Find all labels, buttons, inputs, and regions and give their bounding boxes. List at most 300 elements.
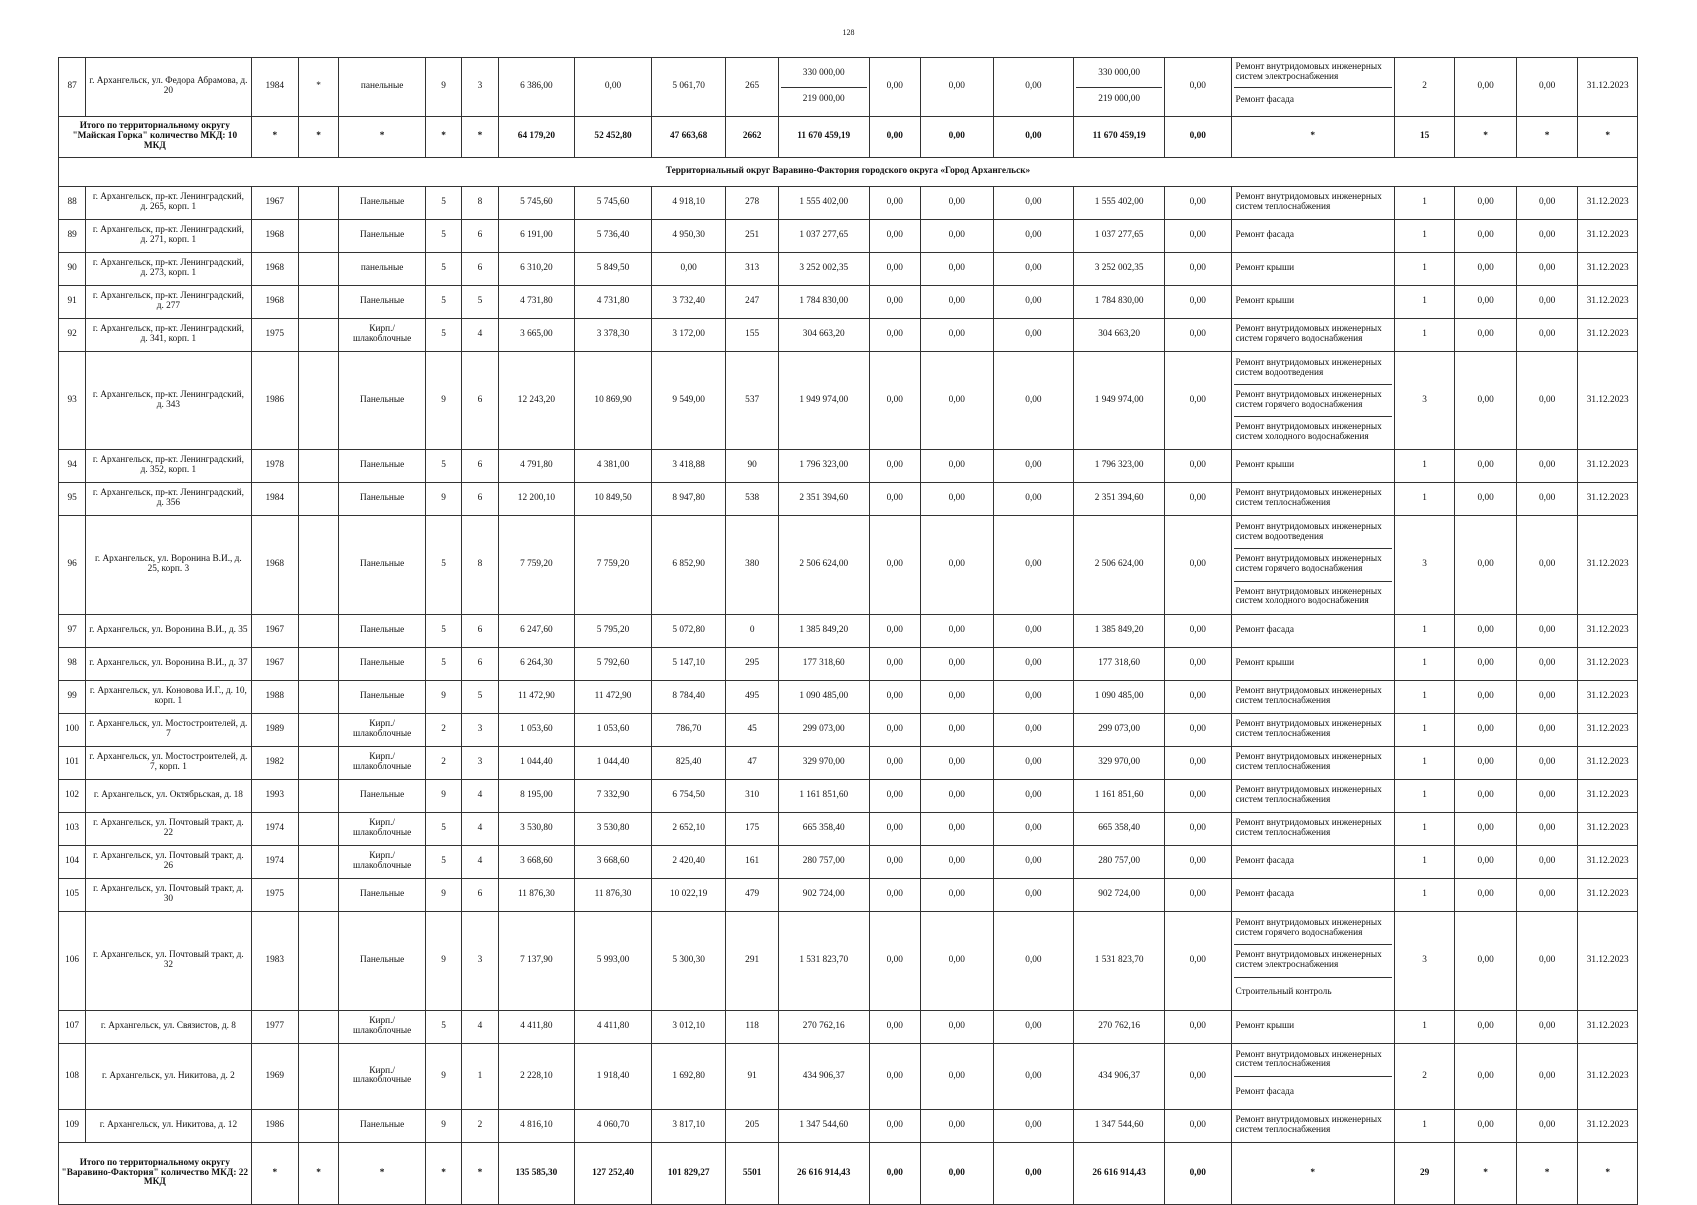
work-type-item: Ремонт крыши (1235, 263, 1295, 274)
cell-entrances: 6 (462, 647, 498, 680)
cell-c4 (298, 286, 338, 319)
table-row (59, 878, 1638, 911)
building-address: г. Архангельск, ул. Связистов, д. 8 (86, 1010, 251, 1043)
cell-owners-funds: 0,00 (1165, 1043, 1232, 1109)
cell-e1: 0,00 (1455, 713, 1517, 746)
building-address: г. Архангельск, ул. Почтовый тракт, д. 32 (86, 911, 251, 1010)
cell-c4 (298, 614, 338, 647)
cell-e2: 0,00 (1516, 220, 1578, 253)
cell-count: 1 (1394, 286, 1454, 319)
work-type-item: Ремонт внутридомовых инженерных систем теплоснабжения (1235, 1115, 1382, 1135)
cell-count: 1 (1394, 220, 1454, 253)
cell-f1: 0,00 (869, 516, 920, 615)
cell-e2: * (1516, 117, 1578, 158)
cell-material: Панельные (339, 680, 426, 713)
row-number: 91 (59, 286, 86, 319)
cell-c4 (298, 187, 338, 220)
cell-f3: 0,00 (993, 220, 1074, 253)
row-number: 94 (59, 450, 86, 483)
cell-material: Панельные (339, 516, 426, 615)
cell-area_b: 3 817,10 (651, 1109, 726, 1142)
cell-year: 1978 (251, 450, 298, 483)
building-address: г. Архангельск, ул. Мостостроителей, д. 7, корп. 1 (86, 746, 251, 779)
cell-material: Панельные (339, 187, 426, 220)
cell-area_b: 8 784,40 (651, 680, 726, 713)
cell-count: 15 (1394, 117, 1454, 158)
cell-c4 (298, 746, 338, 779)
cell-residents: 538 (726, 483, 778, 516)
cell-cost: 2 506 624,00 (778, 516, 869, 615)
cell-entrances: 5 (462, 680, 498, 713)
cell-e1: 0,00 (1455, 450, 1517, 483)
cell-entrances: 6 (462, 450, 498, 483)
cell-count: 1 (1394, 1010, 1454, 1043)
cell-count: 1 (1394, 647, 1454, 680)
cell-residents: 313 (726, 253, 778, 286)
work-types (1231, 352, 1394, 450)
cell-e2: 0,00 (1516, 614, 1578, 647)
cell-c4 (298, 845, 338, 878)
cell-e2: 0,00 (1516, 319, 1578, 352)
cell-date: 31.12.2023 (1578, 647, 1638, 680)
cell-e1: * (1455, 117, 1517, 158)
table-row (59, 58, 1638, 117)
cell-material: * (339, 117, 426, 158)
cell-date: 31.12.2023 (1578, 319, 1638, 352)
cell-count: 1 (1394, 812, 1454, 845)
cell-f3: 0,00 (993, 286, 1074, 319)
work-types (1231, 286, 1394, 319)
cell-owners-funds: 0,00 (1165, 1109, 1232, 1142)
building-address: г. Архангельск, ул. Никитова, д. 2 (86, 1043, 251, 1109)
cell-residents: 161 (726, 845, 778, 878)
cell-f3: 0,00 (993, 483, 1074, 516)
cell-e1: 0,00 (1455, 911, 1517, 1010)
cell-f2: 0,00 (921, 253, 994, 286)
cell-e2: 0,00 (1516, 845, 1578, 878)
cell-count: 1 (1394, 878, 1454, 911)
cell-f1: 0,00 (869, 483, 920, 516)
cell-e2: 0,00 (1516, 746, 1578, 779)
cell-year: * (251, 117, 298, 158)
cell-material: Панельные (339, 647, 426, 680)
cell-entrances: 6 (462, 878, 498, 911)
cell-cost: 1 347 544,60 (778, 1109, 869, 1142)
cell-f3: 0,00 (993, 614, 1074, 647)
cell-entrances: 3 (462, 911, 498, 1010)
work-type-item: Ремонт внутридомовых инженерных систем холодного водоснабжения (1234, 416, 1392, 448)
cell-area_total: 3 665,00 (498, 319, 575, 352)
cell-area_a: 5 795,20 (575, 614, 652, 647)
cell-cost: 902 724,00 (778, 878, 869, 911)
cell-area_total: 5 745,60 (498, 187, 575, 220)
row-number: 103 (59, 812, 86, 845)
cell-e2: 0,00 (1516, 878, 1578, 911)
cell-cost: 3 252 002,35 (778, 253, 869, 286)
cell-cost: 665 358,40 (778, 812, 869, 845)
work-type-item: Ремонт внутридомовых инженерных систем холодного водоснабжения (1234, 581, 1392, 613)
cell-e2: 0,00 (1516, 1109, 1578, 1142)
row-number: 108 (59, 1043, 86, 1109)
cell-e2: 0,00 (1516, 680, 1578, 713)
cell-area_a: 7 759,20 (575, 516, 652, 615)
row-number: 90 (59, 253, 86, 286)
building-address: г. Архангельск, ул. Федора Абрамова, д. 20 (86, 58, 251, 117)
cell-entrances: * (462, 1142, 498, 1204)
cell-c4 (298, 1109, 338, 1142)
cell-area_a: 10 869,90 (575, 352, 652, 450)
cell-f1: 0,00 (869, 1142, 920, 1204)
work-type-item: Ремонт внутридомовых инженерных систем теплоснабжения (1235, 192, 1382, 212)
cell-date: 31.12.2023 (1578, 713, 1638, 746)
cell-date: 31.12.2023 (1578, 58, 1638, 117)
work-types (1231, 713, 1394, 746)
cell-floors: 9 (425, 1109, 461, 1142)
cell-count: 1 (1394, 713, 1454, 746)
cell-e2: 0,00 (1516, 516, 1578, 615)
cell-f2: 0,00 (921, 220, 994, 253)
cell-count: 3 (1394, 352, 1454, 450)
row-number: 104 (59, 845, 86, 878)
cell-area_b: 4 918,10 (651, 187, 726, 220)
cell-e1: 0,00 (1455, 483, 1517, 516)
cell-year: 1968 (251, 253, 298, 286)
building-address: г. Архангельск, ул. Октябрьская, д. 18 (86, 779, 251, 812)
cell-area_a: 5 792,60 (575, 647, 652, 680)
cell-area_total: 8 195,00 (498, 779, 575, 812)
work-types (1231, 516, 1394, 615)
work-type-item: Ремонт внутридомовых инженерных систем водоотведения (1235, 521, 1382, 542)
row-number: 106 (59, 911, 86, 1010)
cell-area_a: 4 731,80 (575, 286, 652, 319)
cell-entrances: 8 (462, 187, 498, 220)
cell-owners-funds: 0,00 (1165, 812, 1232, 845)
cell-e1: 0,00 (1455, 187, 1517, 220)
cell-area_total: 6 191,00 (498, 220, 575, 253)
cell-local-budget (1074, 58, 1165, 117)
row-number: 109 (59, 1109, 86, 1142)
table-row (59, 713, 1638, 746)
cell-owners-funds: 0,00 (1165, 483, 1232, 516)
cell-e1: 0,00 (1455, 319, 1517, 352)
cell-e2: 0,00 (1516, 647, 1578, 680)
cell-e1: 0,00 (1455, 1109, 1517, 1142)
work-types (1231, 680, 1394, 713)
cell-f2: 0,00 (921, 746, 994, 779)
table-row (59, 746, 1638, 779)
cell-local-budget: 1 784 830,00 (1074, 286, 1165, 319)
cell-cost: 11 670 459,19 (778, 117, 869, 158)
cell-area_a: 127 252,40 (575, 1142, 652, 1204)
cell-area_b: 5 072,80 (651, 614, 726, 647)
cell-f1: 0,00 (869, 1109, 920, 1142)
cell-e1: 0,00 (1455, 253, 1517, 286)
cell-residents: 118 (726, 1010, 778, 1043)
cell-area_total: 1 044,40 (498, 746, 575, 779)
cell-count: 1 (1394, 483, 1454, 516)
building-address: г. Архангельск, ул. Никитова, д. 12 (86, 1109, 251, 1142)
cell-count: 1 (1394, 450, 1454, 483)
row-number: 95 (59, 483, 86, 516)
cell-area_total: 2 228,10 (498, 1043, 575, 1109)
cell-material: * (339, 1142, 426, 1204)
cell-residents: 495 (726, 680, 778, 713)
cell-year: 1967 (251, 614, 298, 647)
table-row (59, 1109, 1638, 1142)
cell-area_a: 4 060,70 (575, 1109, 652, 1142)
cell-date: 31.12.2023 (1578, 1109, 1638, 1142)
cell-c4 (298, 878, 338, 911)
cell-area_b: 3 012,10 (651, 1010, 726, 1043)
cell-area_total: 11 876,30 (498, 878, 575, 911)
cell-material: Кирп./ шлакоблочные (339, 845, 426, 878)
cell-local-budget: 329 970,00 (1074, 746, 1165, 779)
cell-e2: 0,00 (1516, 58, 1578, 117)
cell-residents: 2662 (726, 117, 778, 158)
cell-e1: 0,00 (1455, 58, 1517, 117)
cell-e2: 0,00 (1516, 779, 1578, 812)
cell-year: 1968 (251, 516, 298, 615)
cell-count: 1 (1394, 187, 1454, 220)
work-types (1231, 483, 1394, 516)
cell-material: Панельные (339, 1109, 426, 1142)
cell-f2: 0,00 (921, 352, 994, 450)
total-label: Итого по территориальному округу "Варавино-Фактория" количество МКД: 22 МКД (59, 1142, 252, 1204)
cell-e2: 0,00 (1516, 450, 1578, 483)
cell-area_total: 3 668,60 (498, 845, 575, 878)
cell-area_a: 10 849,50 (575, 483, 652, 516)
cell-entrances: 1 (462, 1043, 498, 1109)
cell-f1: 0,00 (869, 878, 920, 911)
cell-area_a: 1 044,40 (575, 746, 652, 779)
work-type-item: Ремонт внутридомовых инженерных систем теплоснабжения (1235, 1049, 1382, 1070)
cell-area_a: 11 876,30 (575, 878, 652, 911)
cell-date: 31.12.2023 (1578, 187, 1638, 220)
building-address: г. Архангельск, пр-кт. Ленинградский, д. 341, корп. 1 (86, 319, 251, 352)
work-types: * (1231, 1142, 1394, 1204)
cell-owners-funds: 0,00 (1165, 58, 1232, 117)
cell-date: 31.12.2023 (1578, 911, 1638, 1010)
cell-f2: 0,00 (921, 187, 994, 220)
cell-date: 31.12.2023 (1578, 220, 1638, 253)
cell-floors: * (425, 117, 461, 158)
cell-local-budget: 1 531 823,70 (1074, 911, 1165, 1010)
cell-local-budget: 1 161 851,60 (1074, 779, 1165, 812)
cell-f3: 0,00 (993, 845, 1074, 878)
work-types (1231, 58, 1394, 117)
total-label: Итого по территориальному округу "Майская Горка" количество МКД: 10 МКД (59, 117, 252, 158)
cell-area_total: 12 200,10 (498, 483, 575, 516)
table-row (59, 253, 1638, 286)
cell-c4 (298, 647, 338, 680)
cell-owners-funds: 0,00 (1165, 286, 1232, 319)
cell-e2: 0,00 (1516, 911, 1578, 1010)
cell-area_b: 2 420,40 (651, 845, 726, 878)
cell-local-budget: 902 724,00 (1074, 878, 1165, 911)
work-type-item: Ремонт внутридомовых инженерных систем горячего водоснабжения (1235, 324, 1382, 344)
cell-year: 1988 (251, 680, 298, 713)
cell-e1: 0,00 (1455, 779, 1517, 812)
cell-f3: 0,00 (993, 647, 1074, 680)
cell-c4 (298, 516, 338, 615)
table-row (59, 516, 1638, 615)
cell-floors: 5 (425, 845, 461, 878)
cell-owners-funds: 0,00 (1165, 450, 1232, 483)
cell-c4 (298, 483, 338, 516)
cell-owners-funds: 0,00 (1165, 187, 1232, 220)
cell-f3: 0,00 (993, 878, 1074, 911)
cell-area_b: 6 852,90 (651, 516, 726, 615)
work-type-item: Ремонт фасада (1235, 856, 1294, 867)
cell-cost: 329 970,00 (778, 746, 869, 779)
cell-area_total: 6 264,30 (498, 647, 575, 680)
work-types (1231, 911, 1394, 1010)
cell-entrances: 4 (462, 845, 498, 878)
cell-material: Кирп./ шлакоблочные (339, 1010, 426, 1043)
work-type-item: Ремонт внутридомовых инженерных систем теплоснабжения (1235, 752, 1382, 772)
building-address: г. Архангельск, ул. Почтовый тракт, д. 22 (86, 812, 251, 845)
cell-f2: 0,00 (921, 1109, 994, 1142)
cell-count: 1 (1394, 319, 1454, 352)
cell-f1: 0,00 (869, 614, 920, 647)
row-number: 96 (59, 516, 86, 615)
cell-c4: * (298, 1142, 338, 1204)
work-types (1231, 319, 1394, 352)
cell-e1: 0,00 (1455, 845, 1517, 878)
cell-area_total: 135 585,30 (498, 1142, 575, 1204)
cell-entrances: 3 (462, 58, 498, 117)
cell-residents: 0 (726, 614, 778, 647)
cell-entrances: 4 (462, 812, 498, 845)
cell-material: Панельные (339, 614, 426, 647)
cell-residents: 155 (726, 319, 778, 352)
cell-e1: 0,00 (1455, 746, 1517, 779)
cell-f3: 0,00 (993, 187, 1074, 220)
cell-year: 1969 (251, 1043, 298, 1109)
cell-local-budget-part: 330 000,00 (1098, 67, 1141, 78)
cell-f1: 0,00 (869, 1010, 920, 1043)
row-number: 97 (59, 614, 86, 647)
cell-cost: 2 351 394,60 (778, 483, 869, 516)
cell-f2: 0,00 (921, 450, 994, 483)
cell-floors: 5 (425, 286, 461, 319)
cell-area_a: 4 411,80 (575, 1010, 652, 1043)
cell-year: 1975 (251, 878, 298, 911)
cell-c4 (298, 1010, 338, 1043)
cell-residents: 5501 (726, 1142, 778, 1204)
cell-area_total: 1 053,60 (498, 713, 575, 746)
cell-area_b: 5 300,30 (651, 911, 726, 1010)
cell-e2: 0,00 (1516, 352, 1578, 450)
cell-local-budget: 304 663,20 (1074, 319, 1165, 352)
cell-entrances: 6 (462, 220, 498, 253)
row-number: 93 (59, 352, 86, 450)
work-types (1231, 1109, 1394, 1142)
cell-area_b: 101 829,27 (651, 1142, 726, 1204)
cell-date: 31.12.2023 (1578, 286, 1638, 319)
cell-cost: 1 161 851,60 (778, 779, 869, 812)
work-type-item: Ремонт фасада (1235, 625, 1294, 636)
cell-floors: 2 (425, 746, 461, 779)
cell-f3: 0,00 (993, 812, 1074, 845)
cell-local-budget: 177 318,60 (1074, 647, 1165, 680)
cell-area_a: 5 993,00 (575, 911, 652, 1010)
cell-c4 (298, 911, 338, 1010)
cell-date: 31.12.2023 (1578, 516, 1638, 615)
cell-year: 1974 (251, 812, 298, 845)
cell-f1: 0,00 (869, 450, 920, 483)
work-types (1231, 779, 1394, 812)
cell-f2: 0,00 (921, 647, 994, 680)
cell-year: 1982 (251, 746, 298, 779)
cell-material: Панельные (339, 352, 426, 450)
cell-count: 29 (1394, 1142, 1454, 1204)
building-address: г. Архангельск, пр-кт. Ленинградский, д. 343 (86, 352, 251, 450)
cell-e1: 0,00 (1455, 352, 1517, 450)
cell-entrances: 5 (462, 286, 498, 319)
cell-owners-funds: 0,00 (1165, 779, 1232, 812)
cell-entrances: 6 (462, 253, 498, 286)
table-row (59, 779, 1638, 812)
cell-area_b: 47 663,68 (651, 117, 726, 158)
cell-area_b: 1 692,80 (651, 1043, 726, 1109)
cell-date: 31.12.2023 (1578, 483, 1638, 516)
repair-program-table (58, 57, 1638, 1205)
cell-year: 1993 (251, 779, 298, 812)
table-row (59, 1010, 1638, 1043)
cell-year: * (251, 1142, 298, 1204)
table-row (59, 647, 1638, 680)
cell-local-budget: 3 252 002,35 (1074, 253, 1165, 286)
cell-residents: 278 (726, 187, 778, 220)
cell-area_total: 6 310,20 (498, 253, 575, 286)
cell-f1: 0,00 (869, 1043, 920, 1109)
cell-f2: 0,00 (921, 878, 994, 911)
cell-e1: 0,00 (1455, 516, 1517, 615)
table-row (59, 1043, 1638, 1109)
cell-material: Кирп./ шлакоблочные (339, 1043, 426, 1109)
cell-e2: 0,00 (1516, 1010, 1578, 1043)
building-address: г. Архангельск, ул. Воронина В.И., д. 35 (86, 614, 251, 647)
district-section-title: Территориальный округ Варавино-Фактория городского округа «Город Архангельск» (59, 158, 1638, 187)
cell-local-budget: 1 796 323,00 (1074, 450, 1165, 483)
cell-c4 (298, 253, 338, 286)
cell-date: 31.12.2023 (1578, 812, 1638, 845)
cell-year: 1975 (251, 319, 298, 352)
cell-c4: * (298, 58, 338, 117)
cell-f2: 0,00 (921, 319, 994, 352)
cell-f2: 0,00 (921, 1043, 994, 1109)
cell-f1: 0,00 (869, 845, 920, 878)
work-type-item: Ремонт крыши (1235, 1021, 1295, 1032)
work-types (1231, 845, 1394, 878)
work-type-item: Ремонт внутридомовых инженерных систем горячего водоснабжения (1234, 384, 1392, 416)
cell-area_total: 64 179,20 (498, 117, 575, 158)
cell-area_total: 4 411,80 (498, 1010, 575, 1043)
cell-residents: 205 (726, 1109, 778, 1142)
work-types (1231, 450, 1394, 483)
work-type-item: Ремонт внутридомовых инженерных систем электроснабжения (1234, 944, 1392, 976)
cell-date: 31.12.2023 (1578, 779, 1638, 812)
cell-floors: 9 (425, 779, 461, 812)
cell-f3: 0,00 (993, 1010, 1074, 1043)
work-types (1231, 1043, 1394, 1109)
cell-owners-funds: 0,00 (1165, 352, 1232, 450)
work-type-item: Ремонт внутридомовых инженерных систем горячего водоснабжения (1234, 548, 1392, 580)
table-row (59, 845, 1638, 878)
cell-cost: 1 090 485,00 (778, 680, 869, 713)
building-address: г. Архангельск, пр-кт. Ленинградский, д. 265, корп. 1 (86, 187, 251, 220)
